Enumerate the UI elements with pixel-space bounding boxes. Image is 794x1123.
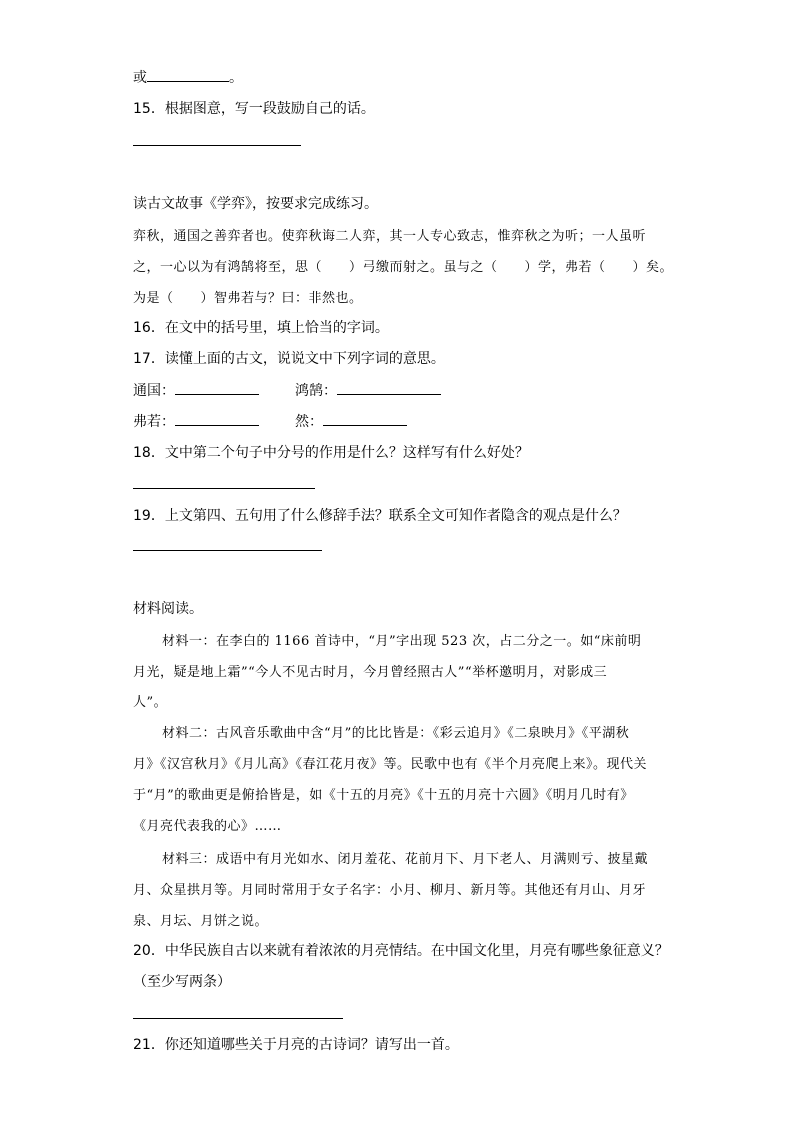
question-17: 17．读懂上面的古文，说说文中下列字词的意思。 — [133, 351, 445, 367]
classical-text-line-1: 弈秋，通国之善弈者也。使弈秋诲二人弈，其一人专心致志，惟弈秋之为听；一人虽听 — [133, 229, 647, 244]
material-3-line-2: 月、众星拱月等。月同时常用于女子名字：小月、柳月、新月等。其他还有月山、月牙 — [133, 883, 647, 898]
material-2-line-1: 材料二：古风音乐歌曲中含“月”的比比皆是：《彩云追月》《二泉映月》《平湖秋 — [162, 726, 630, 741]
vocab-ran-blank[interactable] — [323, 411, 407, 426]
vocab-ran — [295, 411, 407, 431]
question-18: 18．文中第二个句子中分号的作用是什么？这样写有什么好处？ — [133, 445, 529, 461]
question-19: 19．上文第四、五句用了什么修辞手法？联系全文可知作者隐含的观点是什么？ — [133, 508, 627, 524]
vocab-tongguo-blank[interactable] — [175, 380, 259, 395]
material-3-line-3: 泉、月坛、月饼之说。 — [133, 914, 269, 929]
vocab-tongguo — [133, 380, 259, 400]
vocab-honghu-blank[interactable] — [337, 380, 441, 395]
q14-prefix: 或 — [133, 70, 147, 86]
material-3-line-1: 材料三：成语中有月光如水、闭月羞花、花前月下、月下老人、月满则亏、披星戴 — [162, 852, 649, 867]
material-2-line-2: 月》《汉宫秋月》《月儿高》《春江花月夜》等。民歌中也有《半个月亮爬上来》。现代关 — [133, 757, 648, 772]
classical-text-line-2: 之，一心以为有鸿鹄将至，思（ ）弓缴而射之。虽与之（ ）学，弗若（ ）矣。 — [133, 260, 674, 275]
material-1-line-3: 人”。 — [133, 695, 168, 710]
vocab-ran-label: 然： — [295, 414, 323, 430]
q14-answer-tail — [133, 67, 243, 87]
vocab-foruo — [133, 411, 259, 431]
q14-suffix: 。 — [229, 70, 243, 86]
material-1-line-2: 月光，疑是地上霜”“今人不见古时月，今月曾经照古人”“举杯邀明月，对影成三 — [133, 665, 608, 680]
material-title: 材料阅读。 — [133, 601, 203, 617]
q19-answer-line[interactable] — [133, 550, 322, 551]
question-20-line-2: （至少写两条） — [133, 974, 231, 990]
vocab-honghu — [295, 380, 441, 400]
material-2-line-4: 《月亮代表我的心》…… — [133, 819, 282, 834]
q15-answer-line[interactable] — [133, 145, 301, 146]
q20-answer-line[interactable] — [133, 1018, 343, 1019]
vocab-tongguo-label: 通国： — [133, 383, 175, 399]
vocab-foruo-label: 弗若： — [133, 414, 175, 430]
classical-text-line-3: 为是（ ）智弗若与？曰：非然也。 — [133, 291, 363, 306]
question-16: 16．在文中的括号里，填上恰当的字词。 — [133, 320, 389, 336]
material-1-line-1: 材料一：在李白的 1166 首诗中，“月”字出现 523 次，占二分之一。如“床前明 — [162, 634, 642, 649]
vocab-honghu-label: 鸿鹄： — [295, 383, 337, 399]
vocab-foruo-blank[interactable] — [175, 411, 259, 426]
question-20-line-1: 20．中华民族自古以来就有着浓浓的月亮情结。在中国文化里，月亮有哪些象征意义？ — [133, 943, 669, 959]
q14-answer-blank[interactable] — [147, 67, 229, 82]
question-15: 15．根据图意，写一段鼓励自己的话。 — [133, 101, 375, 117]
q18-answer-line[interactable] — [133, 488, 315, 489]
classical-intro: 读古文故事《学弈》，按要求完成练习。 — [133, 196, 378, 212]
material-2-line-3: 于“月”的歌曲更是俯拾皆是，如《十五的月亮》《十五的月亮十六圆》《明月几时有》 — [133, 788, 634, 803]
question-21: 21．你还知道哪些关于月亮的古诗词？请写出一首。 — [133, 1037, 459, 1053]
